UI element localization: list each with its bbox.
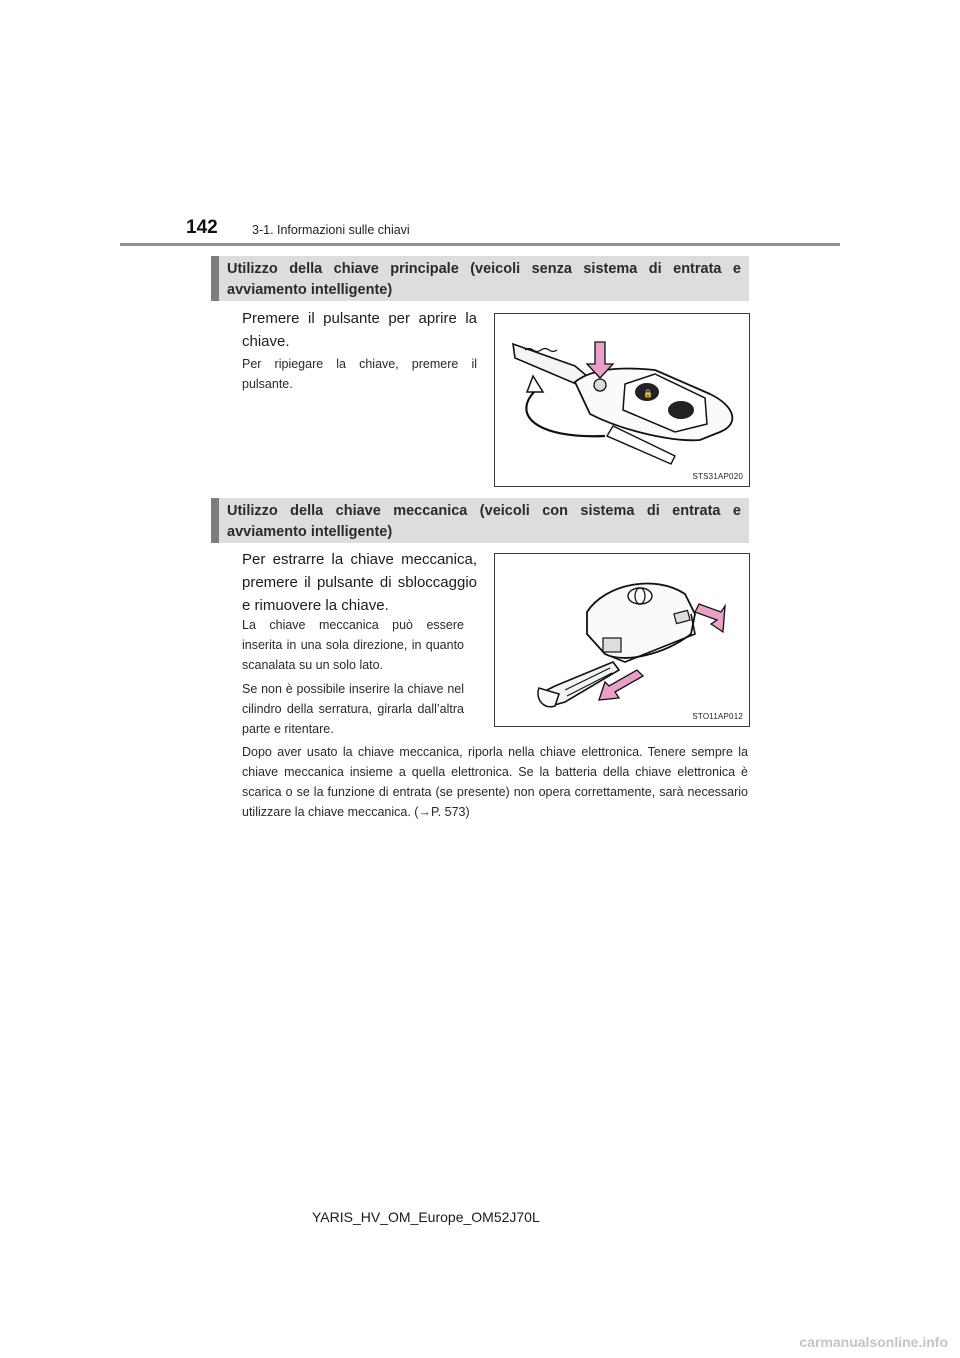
smart-key-figure: [494, 553, 750, 727]
section1-note: Per ripiegare la chiave, premere il pulsante.: [242, 357, 477, 391]
section2-text: Per estrarre la chiave meccanica, premere il pulsante di sbloccaggio e rimuovere la chiave.: [242, 551, 477, 614]
page-number: 142: [186, 217, 218, 238]
section2-paragraph: Dopo aver usato la chiave meccanica, riporla nella chiave elettronica. Tenere sempre la chiave meccanica insieme a quella elettronica. Se la batteria della chiave elettronica è scarica o se la funzione di entrata (se presente) non opera correttamente, sarà necessario utilizzare la chiave meccanica. (→P. 573): [242, 745, 748, 819]
header-rule: [120, 243, 840, 246]
document-id: YARIS_HV_OM_Europe_OM52J70L: [312, 1209, 540, 1225]
figure-code: STS31AP020: [692, 472, 743, 481]
section2-note1: La chiave meccanica può essere inserita in una sola direzione, in quanto scanalata su un solo lato.: [242, 618, 464, 672]
svg-text:🔒: 🔒: [643, 389, 653, 398]
section2-note2: Se non è possibile inserire la chiave nel cilindro della serratura, girarla dall’altra parte e ritentare.: [242, 682, 464, 736]
flip-key-illustration: [495, 314, 751, 488]
section1-heading: Utilizzo della chiave principale (veicoli senza sistema di entrata e avviamento intelligente): [211, 256, 749, 301]
watermark: carmanualsonline.info: [799, 1334, 948, 1350]
flip-key-figure: [494, 313, 750, 487]
figure-code: STO11AP012: [692, 712, 743, 721]
section2-heading: Utilizzo della chiave meccanica (veicoli con sistema di entrata e avviamento intelligente): [211, 498, 749, 543]
smart-key-illustration: [495, 554, 751, 728]
section1-text: Premere il pulsante per aprire la chiave.: [242, 310, 477, 350]
section-title: 3-1. Informazioni sulle chiavi: [252, 223, 410, 237]
